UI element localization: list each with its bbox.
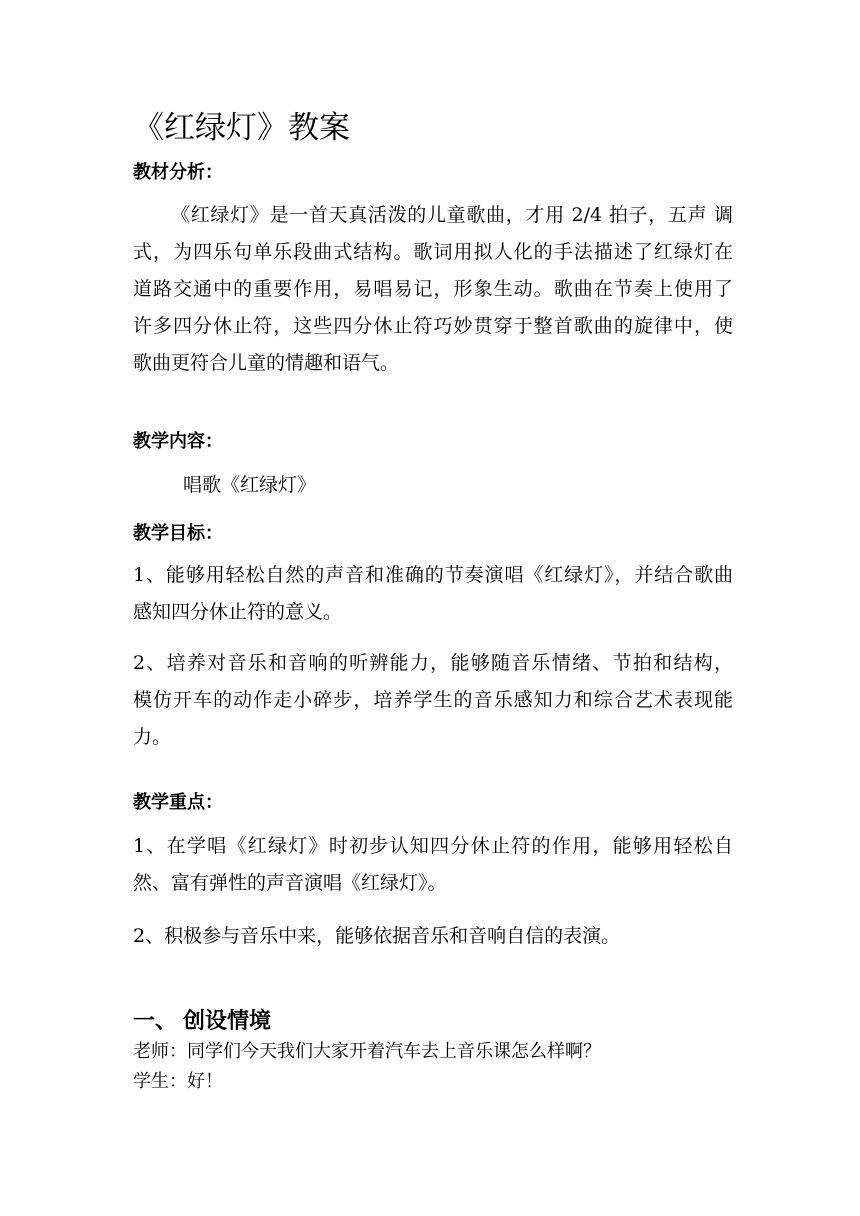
analysis-line: 许多四分休止符，这些四分休止符巧妙贯穿于整首歌曲的旋律中，使 (133, 315, 733, 337)
focus-paragraph (133, 918, 733, 955)
focus-heading: 教学重点： (133, 792, 223, 813)
document-title: 《红绿灯》教案 (133, 110, 350, 146)
section-number: 一、 (133, 1009, 178, 1034)
goals-line: 1、能够用轻松自然的声音和准确的节奏演唱《红绿灯》，并结合歌曲 (133, 564, 733, 586)
analysis-line: 式，为四乐句单乐段曲式结构。歌词用拟人化的手法描述了红绿灯在 (133, 241, 733, 263)
goals-paragraph (133, 645, 733, 756)
focus-line: 2、积极参与音乐中来，能够依据音乐和音响自信的表演。 (133, 925, 621, 947)
goals-line: 力。 (133, 726, 172, 748)
content-line: 唱歌《红绿灯》 (183, 474, 317, 496)
focus-line: 然、富有弹性的声音演唱《红绿灯》。 (133, 872, 447, 894)
analysis-line: 道路交通中的重要作用，易唱易记，形象生动。歌曲在节奏上使用了 (133, 278, 733, 300)
section-title: 创设情境 (183, 1009, 272, 1034)
analysis-line: 《红绿灯》是一首天真活泼的儿童歌曲，才用 2/4 拍子，五声 调 (171, 204, 733, 226)
content-heading: 教学内容： (133, 431, 223, 452)
section-heading (133, 1008, 271, 1036)
goals-line: 模仿开车的动作走小碎步，培养学生的音乐感知力和综合艺术表现能 (133, 689, 733, 711)
focus-paragraph (133, 828, 733, 902)
analysis-heading: 教材分析： (133, 162, 223, 183)
content-paragraph (133, 467, 733, 504)
dialog-line-teacher: 老师：同学们今天我们大家开着汽车去上音乐课怎么样啊？ (133, 1041, 601, 1062)
goals-line: 感知四分休止符的意义。 (133, 601, 343, 623)
analysis-line: 歌曲更符合儿童的情趣和语气。 (133, 352, 400, 374)
goals-heading: 教学目标： (133, 523, 223, 544)
goals-paragraph (133, 557, 733, 631)
goals-line: 2、培养对音乐和音响的听辨能力，能够随音乐情绪、节拍和结构， (133, 652, 733, 674)
dialog-line-student: 学生：好！ (133, 1071, 223, 1092)
focus-line: 1、在学唱《红绿灯》时初步认知四分休止符的作用，能够用轻松自 (133, 835, 733, 857)
analysis-paragraph (133, 197, 733, 382)
